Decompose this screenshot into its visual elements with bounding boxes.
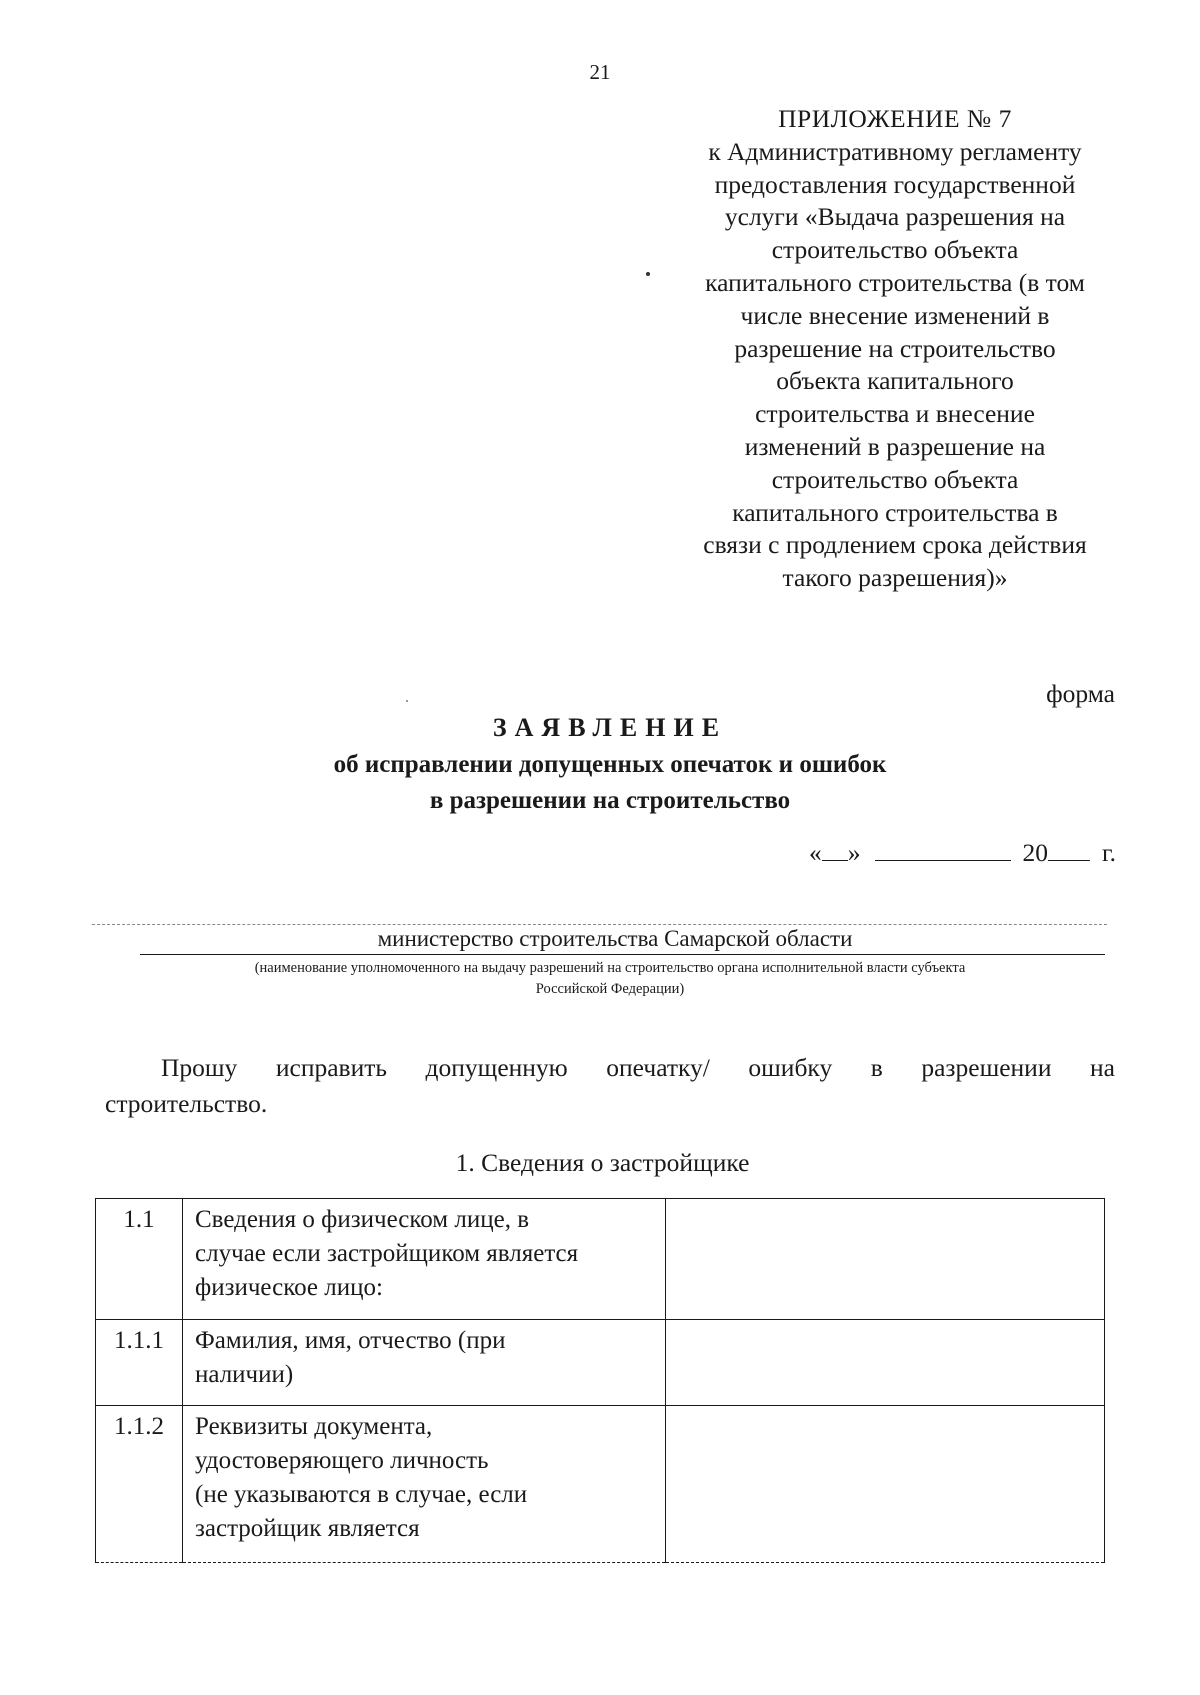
section-title: 1. Сведения о застройщике <box>455 1148 750 1177</box>
label-line: Сведения о физическом лице, в <box>195 1206 529 1233</box>
row-number: 1.1 <box>96 1199 183 1320</box>
row-value-cell[interactable] <box>666 1406 1105 1563</box>
document-subtitle <box>0 747 1200 819</box>
request-line: строительство. <box>105 1089 268 1118</box>
table-row <box>96 1320 1105 1406</box>
day-blank[interactable] <box>822 838 848 861</box>
row-number: 1.1.2 <box>96 1406 183 1563</box>
authority-underline <box>140 954 1105 955</box>
appendix-line: к Административному регламенту <box>708 136 1082 166</box>
divider <box>92 924 1107 925</box>
year-prefix: 20 <box>1022 838 1049 867</box>
date-open-quote: « <box>809 838 822 867</box>
request-line: Прошу исправить допущенную опечатку/ ошибку в разрешении на <box>161 1053 1115 1082</box>
year-blank[interactable] <box>1048 838 1090 861</box>
caption-line: (наименование уполномоченного на выдачу разрешений на строительство органа исполнительной власти субъекта <box>254 960 966 976</box>
label-line: Фамилия, имя, отчество (при <box>195 1327 506 1354</box>
form-label: форма <box>1046 679 1115 708</box>
appendix-line: строительство объекта <box>771 464 1019 494</box>
row-number: 1.1.1 <box>96 1320 183 1406</box>
appendix-line: разрешение на строительство <box>734 333 1056 363</box>
appendix-line: числе внесение изменений в <box>740 300 1050 330</box>
authority-name: министерство строительства Самарской области <box>377 926 853 951</box>
year-suffix: г. <box>1102 838 1116 867</box>
appendix-line: объекта капитального <box>776 366 1014 396</box>
authority-caption <box>130 958 1090 1000</box>
developer-info-table <box>95 1198 1105 1563</box>
appendix-line: строительства и внесение <box>755 399 1035 429</box>
label-line: случае если застройщиком является <box>195 1240 579 1267</box>
appendix-line: предоставления государственной <box>714 169 1076 199</box>
appendix-line: связи с продлением срока действия <box>703 530 1087 560</box>
label-line: (не указываются в случае, если <box>195 1481 528 1508</box>
document-title: ЗАЯВЛЕНИЕ <box>492 713 728 742</box>
date-line <box>809 838 1116 868</box>
scan-dot <box>646 272 650 276</box>
appendix-line: изменений в разрешение на <box>744 431 1046 461</box>
appendix-line: услуги «Выдача разрешения на <box>724 202 1066 232</box>
row-value-cell[interactable] <box>666 1199 1105 1320</box>
table-row <box>96 1406 1105 1563</box>
row-label <box>183 1199 666 1320</box>
label-line: удостоверяющего личность <box>195 1447 489 1474</box>
row-label <box>183 1406 666 1563</box>
month-blank[interactable] <box>875 838 1011 861</box>
label-line: застройщик является <box>195 1515 420 1542</box>
subtitle-line: в разрешении на строительство <box>429 787 791 814</box>
page-number: 21 <box>589 60 611 84</box>
appendix-line: капитального строительства в <box>732 497 1058 527</box>
subtitle-line: об исправлении допущенных опечаток и ошибок <box>333 751 887 778</box>
scan-speck <box>406 700 408 702</box>
label-line: наличии) <box>195 1361 294 1388</box>
row-value-cell[interactable] <box>666 1320 1105 1406</box>
row-label <box>183 1320 666 1406</box>
appendix-title: ПРИЛОЖЕНИЕ № 7 <box>778 104 1012 133</box>
appendix-line: капитального строительства (в том <box>705 267 1085 297</box>
label-line: Реквизиты документа, <box>195 1413 433 1440</box>
caption-line: Российской Федерации) <box>535 981 685 997</box>
appendix-line: строительство объекта <box>771 235 1019 265</box>
label-line: физическое лицо: <box>195 1274 383 1301</box>
table-row <box>96 1199 1105 1320</box>
appendix-line: такого разрешения)» <box>782 563 1008 593</box>
appendix-block <box>660 103 1130 595</box>
date-close-quote: » <box>847 838 861 867</box>
request-text <box>105 1050 1115 1122</box>
